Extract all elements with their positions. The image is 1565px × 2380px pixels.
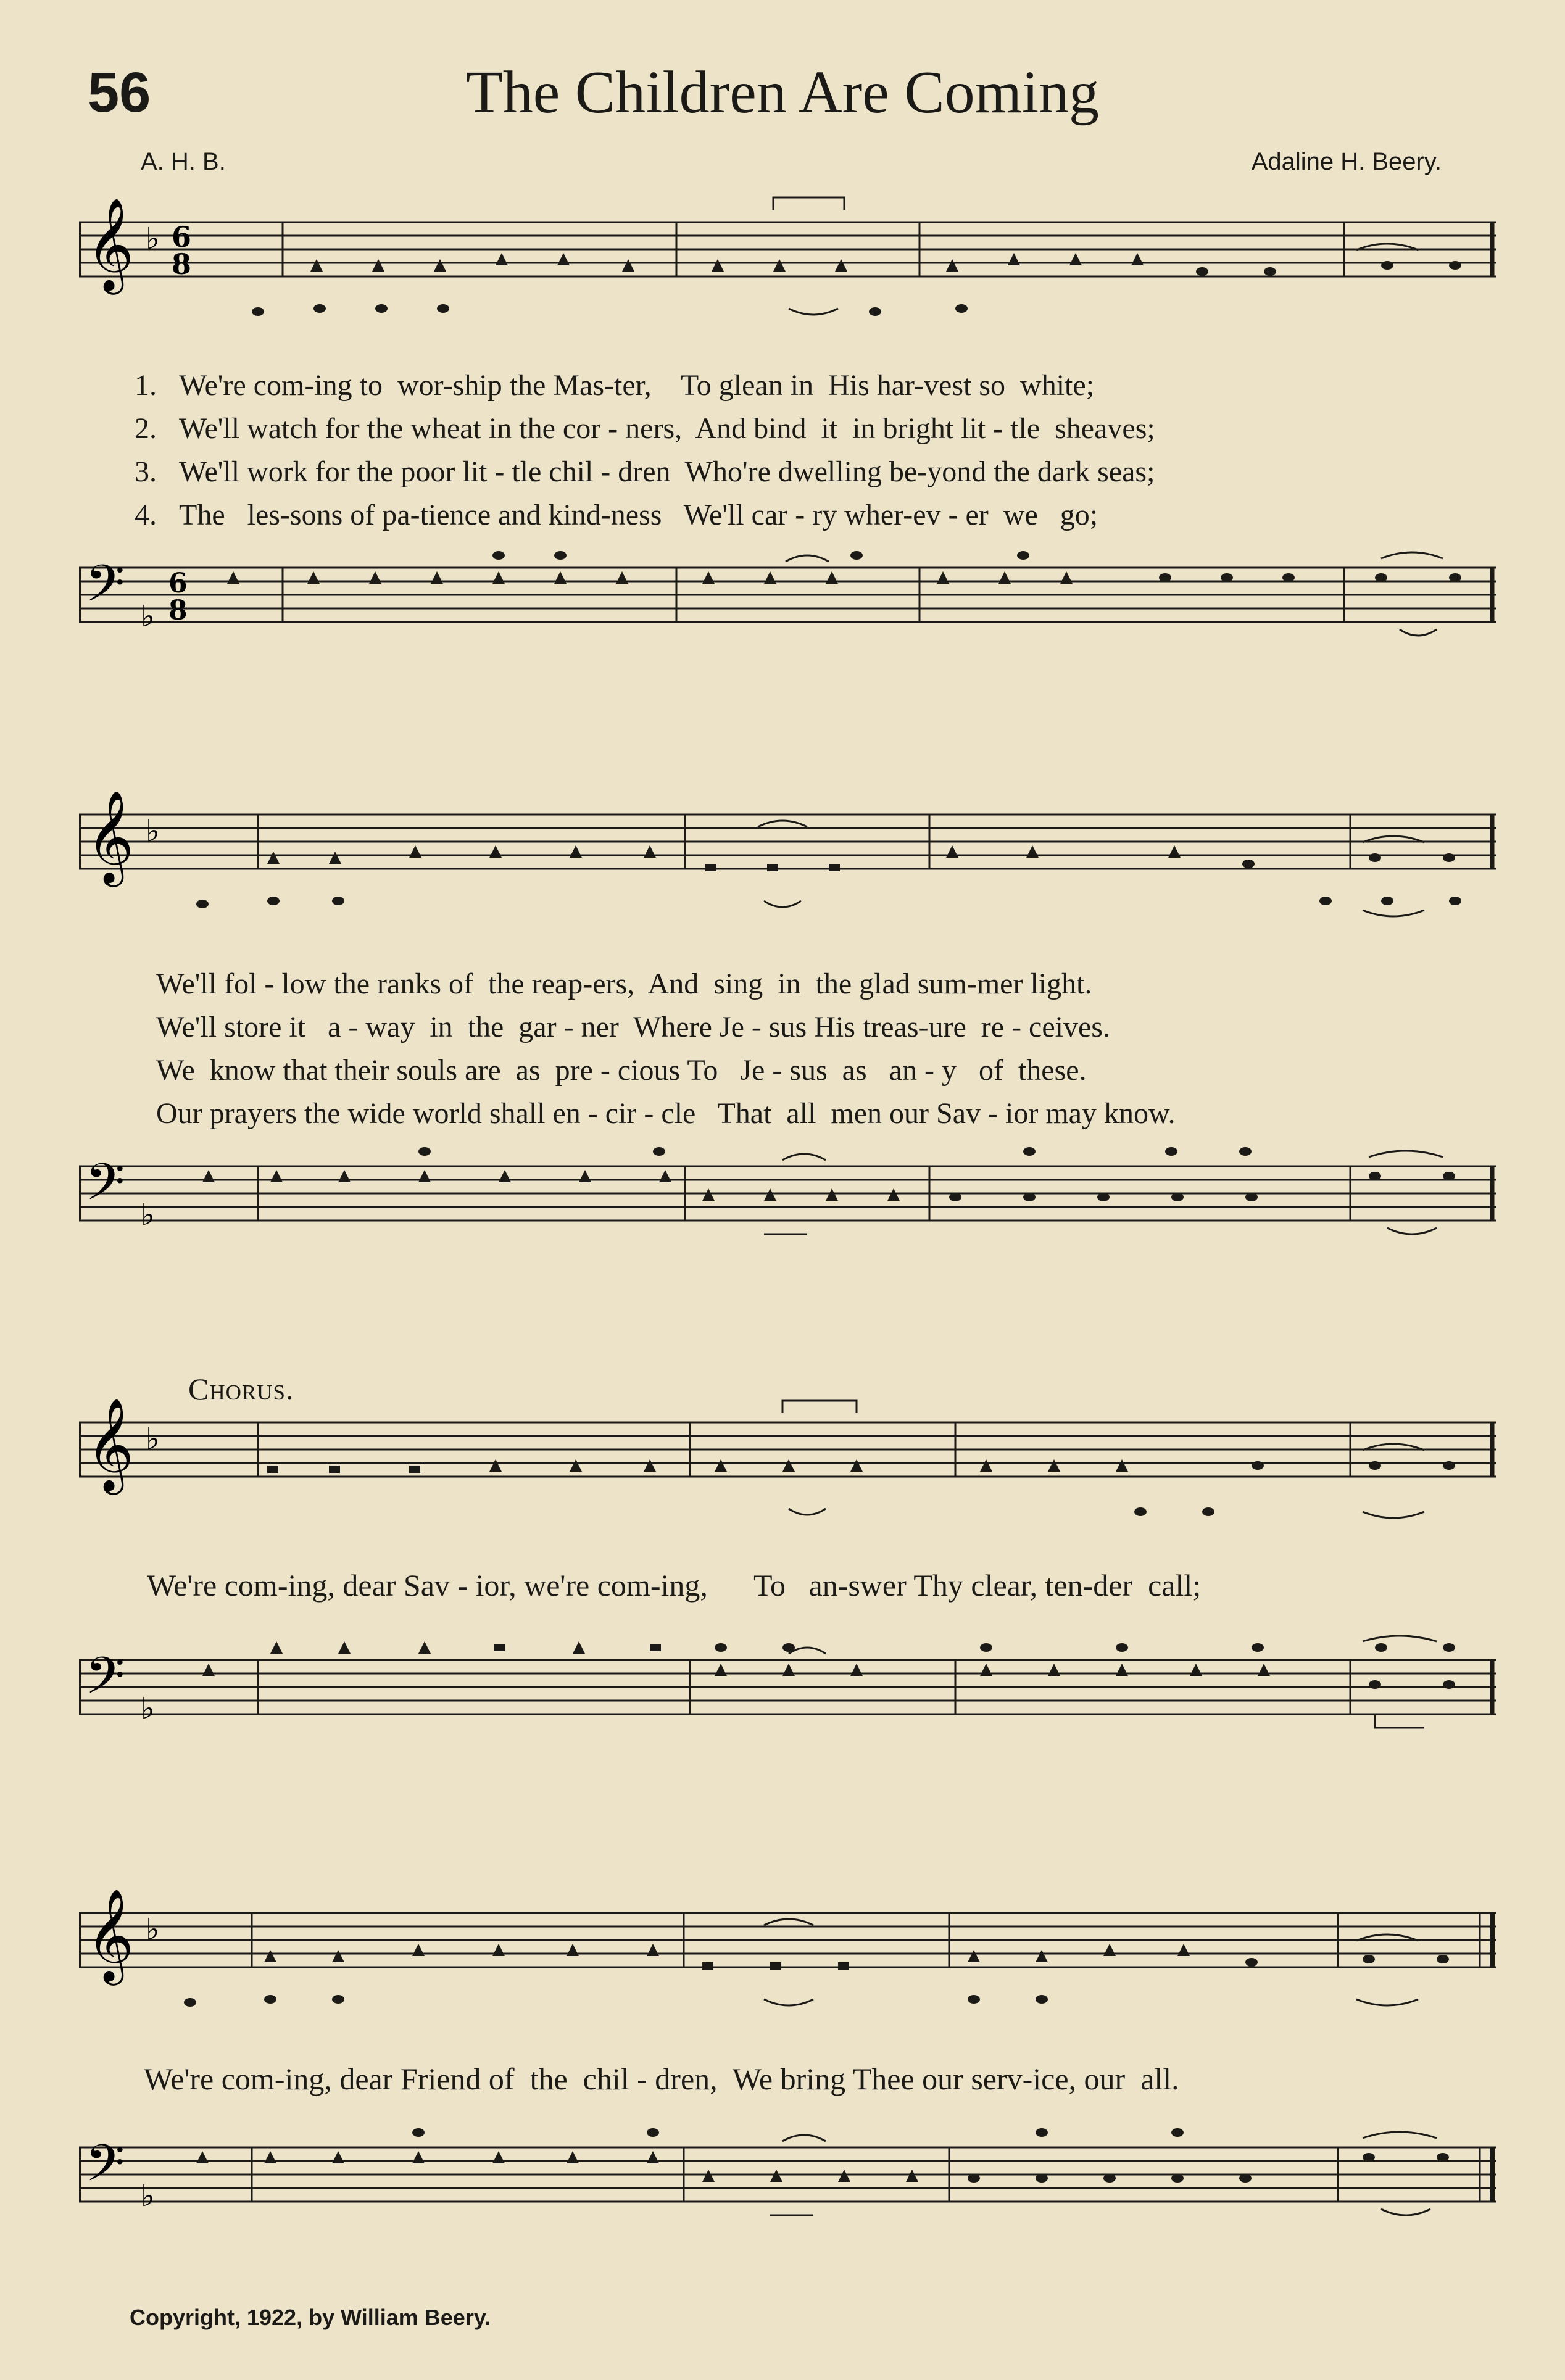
svg-text:𝄢: 𝄢 <box>85 1152 125 1224</box>
svg-text:♭: ♭ <box>141 1691 155 1726</box>
verses-block-1 <box>135 364 1480 537</box>
svg-text:𝄢: 𝄢 <box>85 2133 125 2205</box>
svg-text:8: 8 <box>168 595 188 626</box>
verse-line-3: 3. We'll work for the poor lit - tle chil - dren Who're dwelling be-yond the dark seas; <box>135 455 1155 488</box>
svg-text:♭: ♭ <box>146 222 160 256</box>
verse-cont-2: We'll store it a - way in the gar - ner Where Je - sus His treas-ure re - ceives. <box>156 1011 1110 1043</box>
svg-text:𝄞: 𝄞 <box>86 1397 134 1491</box>
svg-text:♭: ♭ <box>146 814 160 848</box>
verse-line-4: 4. The les-sons of pa-tience and kind-ness We'll car - ry wher-ev - er we go; <box>135 499 1098 531</box>
bass-staff-2 <box>79 1142 1496 1314</box>
verse-line-2: 2. We'll watch for the wheat in the cor - ners, And bind it in bright lit - tle sheaves; <box>135 412 1155 445</box>
music-system-4 <box>79 1876 1496 2295</box>
svg-text:♭: ♭ <box>141 1198 155 1232</box>
lyricist-initials: A. H. B. <box>141 148 226 175</box>
svg-text:𝄞: 𝄞 <box>86 197 134 291</box>
treble-staff-4 <box>79 1876 1496 2061</box>
verses-block-2 <box>156 963 1501 1135</box>
svg-text:♭: ♭ <box>146 1912 160 1947</box>
svg-text:8: 8 <box>172 247 192 281</box>
bass-staff-4 <box>79 2123 1496 2295</box>
composer: Adaline H. Beery. <box>1251 148 1442 175</box>
chorus-lyric-1: We're com-ing, dear Sav - ior, we're com-ing, To an-swer Thy clear, ten-der call; <box>147 1568 1202 1603</box>
verse-cont-1: We'll fol - low the ranks of the reap-ers, And sing in the glad sum-mer light. <box>156 968 1092 1000</box>
treble-staff-2 <box>79 777 1496 963</box>
svg-text:𝄞: 𝄞 <box>86 1888 134 1981</box>
credits <box>0 148 1565 185</box>
svg-text:𝄢: 𝄢 <box>85 554 125 626</box>
chorus-lyric-2: We're com-ing, dear Friend of the chil - dren, We bring Thee our serv-ice, our all. <box>144 2062 1179 2096</box>
verse-cont-3: We know that their souls are as pre - cious To Je - sus as an - y of these. <box>156 1054 1087 1087</box>
verse-cont-4: Our prayers the wide world shall en - cir - cle That all men our Sav - ior may know. <box>156 1097 1176 1130</box>
svg-text:𝄢: 𝄢 <box>85 1646 125 1718</box>
svg-text:6: 6 <box>168 568 188 599</box>
svg-text:♭: ♭ <box>141 2179 155 2213</box>
svg-text:♭: ♭ <box>141 599 155 634</box>
page-number: 56 <box>88 61 151 124</box>
bass-staff-3 <box>79 1635 1496 1796</box>
music-system-2 <box>79 777 1496 1308</box>
music-system-1 <box>79 185 1496 679</box>
svg-text:6: 6 <box>172 220 192 254</box>
svg-text:𝄞: 𝄞 <box>86 789 134 883</box>
verse-line-1: 1. We're com-ing to wor-ship the Mas-ter, To glean in His har-vest so white; <box>135 369 1095 402</box>
treble-staff-1 <box>79 185 1496 370</box>
hymn-title: The Children Are Coming <box>465 59 1100 126</box>
bass-staff-1 <box>79 543 1496 679</box>
page-header <box>0 59 1565 139</box>
chorus-label: Chorus. <box>188 1372 294 1406</box>
treble-staff-3 <box>79 1388 1496 1561</box>
svg-text:♭: ♭ <box>146 1422 160 1456</box>
copyright-notice: Copyright, 1922, by William Beery. <box>130 2305 491 2330</box>
music-system-3 <box>79 1388 1496 1820</box>
